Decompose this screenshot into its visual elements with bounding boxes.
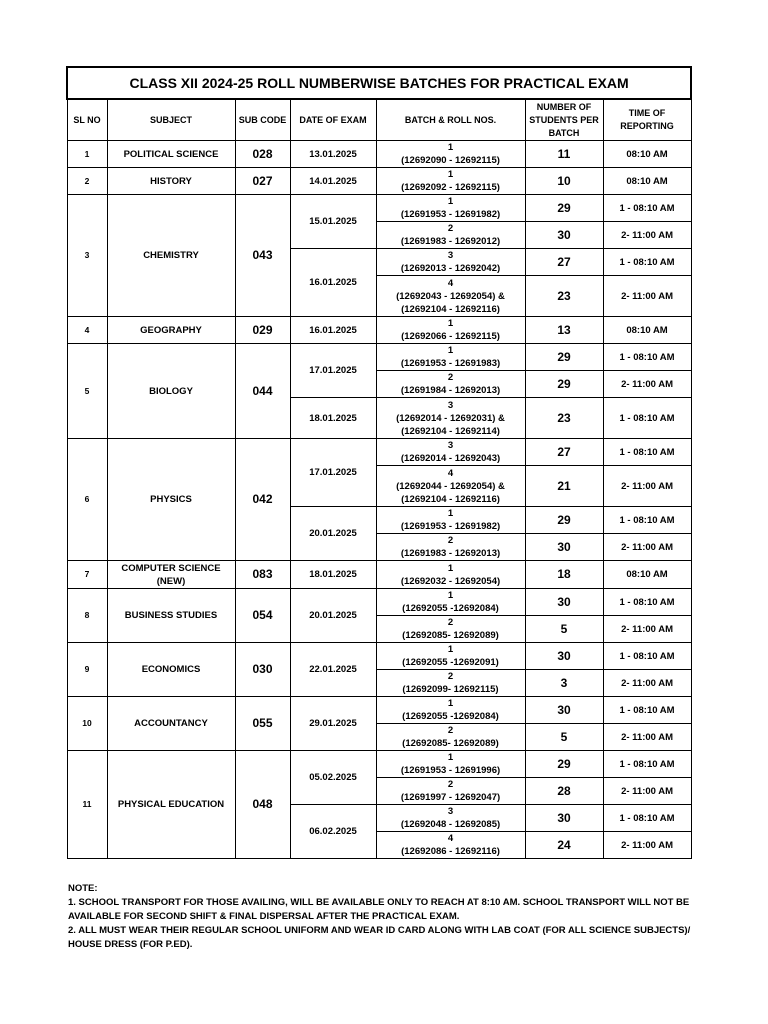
batch-number: 1 bbox=[447, 169, 454, 180]
table-row bbox=[67, 195, 691, 222]
subject-cell: POLITICAL SCIENCE bbox=[107, 141, 235, 168]
student-count-cell: 30 bbox=[525, 805, 603, 832]
roll-range: (12691983 - 12692012) bbox=[400, 236, 501, 247]
sub-code-cell: 083 bbox=[235, 561, 290, 589]
sub-code-cell: 054 bbox=[235, 589, 290, 643]
header-time-of-reporting: TIME OF REPORTING bbox=[603, 99, 691, 141]
roll-range: (12692099- 12692115) bbox=[402, 684, 499, 695]
batch-number: 1 bbox=[447, 562, 454, 574]
roll-range: (12692055 -12692084) bbox=[402, 603, 499, 614]
exam-date-cell: 15.01.2025 bbox=[290, 195, 376, 249]
batch-number: 3 bbox=[447, 250, 454, 261]
reporting-time-cell: 08:10 AM bbox=[603, 168, 691, 195]
reporting-time-cell: 1 - 08:10 AM bbox=[603, 398, 691, 439]
subject-cell: HISTORY bbox=[107, 168, 235, 195]
student-count-cell: 13 bbox=[525, 317, 603, 344]
reporting-time-cell: 1 - 08:10 AM bbox=[603, 344, 691, 371]
roll-range: (12692043 - 12692054) & bbox=[396, 290, 505, 302]
batch-number: 1 bbox=[447, 590, 454, 601]
exam-date-cell: 20.01.2025 bbox=[290, 507, 376, 561]
batch-cell bbox=[376, 168, 525, 195]
table-row bbox=[67, 168, 691, 195]
sub-code-cell: 027 bbox=[235, 168, 290, 195]
roll-range: (12692014 - 12692043) bbox=[400, 453, 501, 464]
table-row bbox=[67, 643, 691, 670]
student-count-cell: 28 bbox=[525, 778, 603, 805]
batch-cell bbox=[376, 317, 525, 344]
student-count-cell: 29 bbox=[525, 507, 603, 534]
reporting-time-cell: 2- 11:00 AM bbox=[603, 371, 691, 398]
roll-range: (12692092 - 12692115) bbox=[401, 182, 500, 193]
reporting-time-cell: 1 - 08:10 AM bbox=[603, 697, 691, 724]
exam-date-cell: 06.02.2025 bbox=[290, 805, 376, 859]
sl-no-cell: 6 bbox=[67, 439, 107, 561]
reporting-time-cell: 1 - 08:10 AM bbox=[603, 805, 691, 832]
student-count-cell: 30 bbox=[525, 589, 603, 616]
student-count-cell: 29 bbox=[525, 195, 603, 222]
student-count-cell: 10 bbox=[525, 168, 603, 195]
table-row bbox=[67, 697, 691, 724]
batch-cell bbox=[376, 439, 525, 466]
sub-code-cell: 028 bbox=[235, 141, 290, 168]
sub-code-cell: 042 bbox=[235, 439, 290, 561]
batch-number: 1 bbox=[447, 508, 454, 519]
roll-range: (12692055 -12692084) bbox=[402, 711, 499, 722]
subject-cell: ACCOUNTANCY bbox=[107, 697, 235, 751]
batch-cell bbox=[376, 561, 525, 589]
sl-no-cell: 9 bbox=[67, 643, 107, 697]
reporting-time-cell: 1 - 08:10 AM bbox=[603, 507, 691, 534]
batch-cell bbox=[376, 832, 525, 859]
exam-date-cell: 29.01.2025 bbox=[290, 697, 376, 751]
roll-range: (12692104 - 12692116) bbox=[401, 493, 500, 505]
reporting-time-cell: 1 - 08:10 AM bbox=[603, 195, 691, 222]
student-count-cell: 27 bbox=[525, 439, 603, 466]
batch-number: 2 bbox=[447, 223, 454, 234]
table-row bbox=[67, 751, 691, 778]
batch-number: 1 bbox=[447, 345, 454, 356]
exam-date-cell: 18.01.2025 bbox=[290, 561, 376, 589]
sl-no-cell: 5 bbox=[67, 344, 107, 439]
subject-cell: BIOLOGY bbox=[107, 344, 235, 439]
sl-no-cell: 2 bbox=[67, 168, 107, 195]
schedule-sheet bbox=[66, 66, 690, 859]
table-row bbox=[67, 344, 691, 371]
reporting-time-cell: 2- 11:00 AM bbox=[603, 778, 691, 805]
header-date-of-exam: DATE OF EXAM bbox=[290, 99, 376, 141]
batch-number: 2 bbox=[447, 372, 454, 383]
batch-number: 2 bbox=[447, 535, 454, 546]
reporting-time-cell: 1 - 08:10 AM bbox=[603, 439, 691, 466]
reporting-time-cell: 2- 11:00 AM bbox=[603, 724, 691, 751]
batch-number: 3 bbox=[447, 399, 454, 411]
reporting-time-cell: 2- 11:00 AM bbox=[603, 832, 691, 859]
roll-range: (12692032 - 12692054) bbox=[400, 575, 501, 587]
reporting-time-cell: 2- 11:00 AM bbox=[603, 276, 691, 317]
student-count-cell: 29 bbox=[525, 751, 603, 778]
roll-range: (12692085- 12692089) bbox=[402, 630, 499, 641]
sub-code-cell: 029 bbox=[235, 317, 290, 344]
note-section bbox=[68, 882, 708, 952]
sub-code-cell: 048 bbox=[235, 751, 290, 859]
batch-cell bbox=[376, 616, 525, 643]
batch-number: 4 bbox=[447, 467, 454, 479]
batch-number: 2 bbox=[447, 617, 454, 628]
exam-date-cell: 16.01.2025 bbox=[290, 249, 376, 317]
reporting-time-cell: 1 - 08:10 AM bbox=[603, 643, 691, 670]
batch-cell bbox=[376, 697, 525, 724]
header-subject: SUBJECT bbox=[107, 99, 235, 141]
batch-number: 1 bbox=[447, 698, 454, 709]
sl-no-cell: 4 bbox=[67, 317, 107, 344]
exam-date-cell: 16.01.2025 bbox=[290, 317, 376, 344]
batch-cell bbox=[376, 466, 525, 507]
student-count-cell: 3 bbox=[525, 670, 603, 697]
batch-cell bbox=[376, 249, 525, 276]
header-students-per-batch: NUMBER OF STUDENTS PER BATCH bbox=[525, 99, 603, 141]
sub-code-cell: 043 bbox=[235, 195, 290, 317]
batch-number: 4 bbox=[447, 833, 454, 844]
subject-cell: GEOGRAPHY bbox=[107, 317, 235, 344]
sl-no-cell: 11 bbox=[67, 751, 107, 859]
exam-date-cell: 22.01.2025 bbox=[290, 643, 376, 697]
note-heading: NOTE: bbox=[68, 883, 98, 894]
batch-number: 4 bbox=[447, 277, 454, 289]
roll-range: (12692066 - 12692115) bbox=[401, 331, 500, 342]
roll-range: (12692090 - 12692115) bbox=[401, 155, 500, 166]
batch-cell bbox=[376, 507, 525, 534]
batch-number: 1 bbox=[447, 318, 454, 329]
student-count-cell: 21 bbox=[525, 466, 603, 507]
roll-range: (12691953 - 12691983) bbox=[400, 358, 501, 369]
student-count-cell: 29 bbox=[525, 371, 603, 398]
batch-number: 3 bbox=[447, 440, 454, 451]
student-count-cell: 30 bbox=[525, 222, 603, 249]
roll-range: (12692104 - 12692116) bbox=[401, 303, 500, 315]
batch-number: 2 bbox=[447, 779, 454, 790]
reporting-time-cell: 1 - 08:10 AM bbox=[603, 751, 691, 778]
exam-date-cell: 17.01.2025 bbox=[290, 344, 376, 398]
batch-cell bbox=[376, 805, 525, 832]
roll-range: (12692086 - 12692116) bbox=[401, 846, 500, 857]
batch-number: 2 bbox=[447, 725, 454, 736]
batch-cell bbox=[376, 589, 525, 616]
exam-date-cell: 13.01.2025 bbox=[290, 141, 376, 168]
batch-cell bbox=[376, 534, 525, 561]
table-row bbox=[67, 141, 691, 168]
sl-no-cell: 1 bbox=[67, 141, 107, 168]
header-batch-roll: BATCH & ROLL NOS. bbox=[376, 99, 525, 141]
subject-cell: COMPUTER SCIENCE (NEW) bbox=[107, 561, 235, 589]
batch-number: 2 bbox=[447, 671, 454, 682]
reporting-time-cell: 08:10 AM bbox=[603, 317, 691, 344]
table-row bbox=[67, 317, 691, 344]
sl-no-cell: 8 bbox=[67, 589, 107, 643]
student-count-cell: 30 bbox=[525, 697, 603, 724]
subject-cell: CHEMISTRY bbox=[107, 195, 235, 317]
roll-range: (12692013 - 12692042) bbox=[400, 263, 501, 274]
batch-number: 1 bbox=[447, 196, 454, 207]
exam-date-cell: 20.01.2025 bbox=[290, 589, 376, 643]
batch-cell bbox=[376, 751, 525, 778]
batch-number: 1 bbox=[447, 644, 454, 655]
roll-range: (12691984 - 12692013) bbox=[400, 385, 501, 396]
subject-cell: PHYSICAL EDUCATION bbox=[107, 751, 235, 859]
reporting-time-cell: 2- 11:00 AM bbox=[603, 670, 691, 697]
reporting-time-cell: 2- 11:00 AM bbox=[603, 222, 691, 249]
sl-no-cell: 10 bbox=[67, 697, 107, 751]
table-row bbox=[67, 589, 691, 616]
sub-code-cell: 030 bbox=[235, 643, 290, 697]
reporting-time-cell: 08:10 AM bbox=[603, 141, 691, 168]
batch-cell bbox=[376, 141, 525, 168]
schedule-table bbox=[66, 66, 692, 859]
sub-code-cell: 055 bbox=[235, 697, 290, 751]
reporting-time-cell: 2- 11:00 AM bbox=[603, 534, 691, 561]
batch-cell bbox=[376, 276, 525, 317]
roll-range: (12692048 - 12692085) bbox=[400, 819, 501, 830]
note-item: 2. ALL MUST WEAR THEIR REGULAR SCHOOL UNIFORM AND WEAR ID CARD ALONG WITH LAB COAT (FOR ALL SCIENCE SUBJECTS)/ HOUSE DRESS (FOR P.ED). bbox=[68, 925, 691, 950]
student-count-cell: 29 bbox=[525, 344, 603, 371]
student-count-cell: 30 bbox=[525, 643, 603, 670]
student-count-cell: 23 bbox=[525, 276, 603, 317]
exam-date-cell: 14.01.2025 bbox=[290, 168, 376, 195]
exam-date-cell: 17.01.2025 bbox=[290, 439, 376, 507]
student-count-cell: 27 bbox=[525, 249, 603, 276]
subject-cell: PHYSICS bbox=[107, 439, 235, 561]
batch-cell bbox=[376, 643, 525, 670]
subject-cell: BUSINESS STUDIES bbox=[107, 589, 235, 643]
batch-cell bbox=[376, 222, 525, 249]
student-count-cell: 18 bbox=[525, 561, 603, 589]
table-row bbox=[67, 561, 691, 589]
student-count-cell: 11 bbox=[525, 141, 603, 168]
sub-code-cell: 044 bbox=[235, 344, 290, 439]
batch-cell bbox=[376, 778, 525, 805]
batch-cell bbox=[376, 398, 525, 439]
student-count-cell: 23 bbox=[525, 398, 603, 439]
exam-date-cell: 18.01.2025 bbox=[290, 398, 376, 439]
roll-range: (12692085- 12692089) bbox=[402, 738, 499, 749]
batch-number: 1 bbox=[447, 142, 454, 153]
reporting-time-cell: 1 - 08:10 AM bbox=[603, 589, 691, 616]
subject-cell: ECONOMICS bbox=[107, 643, 235, 697]
roll-range: (12692104 - 12692114) bbox=[401, 425, 500, 437]
roll-range: (12692044 - 12692054) & bbox=[396, 480, 505, 492]
roll-range: (12691953 - 12691996) bbox=[400, 765, 501, 776]
student-count-cell: 30 bbox=[525, 534, 603, 561]
batch-cell bbox=[376, 371, 525, 398]
header-sub-code: SUB CODE bbox=[235, 99, 290, 141]
student-count-cell: 5 bbox=[525, 616, 603, 643]
exam-date-cell: 05.02.2025 bbox=[290, 751, 376, 805]
batch-cell bbox=[376, 344, 525, 371]
roll-range: (12691953 - 12691982) bbox=[400, 521, 501, 532]
roll-range: (12692055 -12692091) bbox=[402, 657, 499, 668]
batch-cell bbox=[376, 670, 525, 697]
reporting-time-cell: 08:10 AM bbox=[603, 561, 691, 589]
batch-cell bbox=[376, 195, 525, 222]
roll-range: (12691953 - 12691982) bbox=[400, 209, 501, 220]
batch-number: 3 bbox=[447, 806, 454, 817]
student-count-cell: 5 bbox=[525, 724, 603, 751]
batch-cell bbox=[376, 724, 525, 751]
sl-no-cell: 3 bbox=[67, 195, 107, 317]
roll-range: (12692014 - 12692031) & bbox=[396, 412, 505, 424]
roll-range: (12691983 - 12692013) bbox=[400, 548, 501, 559]
roll-range: (12691997 - 12692047) bbox=[400, 792, 501, 803]
reporting-time-cell: 2- 11:00 AM bbox=[603, 466, 691, 507]
page-title: CLASS XII 2024-25 ROLL NUMBERWISE BATCHES FOR PRACTICAL EXAM bbox=[67, 67, 691, 99]
table-row bbox=[67, 439, 691, 466]
reporting-time-cell: 1 - 08:10 AM bbox=[603, 249, 691, 276]
batch-number: 1 bbox=[447, 752, 454, 763]
header-sl-no: SL NO bbox=[67, 99, 107, 141]
note-item: 1. SCHOOL TRANSPORT FOR THOSE AVAILING, WILL BE AVAILABLE ONLY TO REACH AT 8:10 AM. SCHOOL TRANSPORT WILL NOT BE AVAILABLE FOR SECOND SHIFT & FINAL DISPERSAL AFTER THE PRACTICAL EXAM. bbox=[68, 897, 690, 922]
reporting-time-cell: 2- 11:00 AM bbox=[603, 616, 691, 643]
student-count-cell: 24 bbox=[525, 832, 603, 859]
sl-no-cell: 7 bbox=[67, 561, 107, 589]
